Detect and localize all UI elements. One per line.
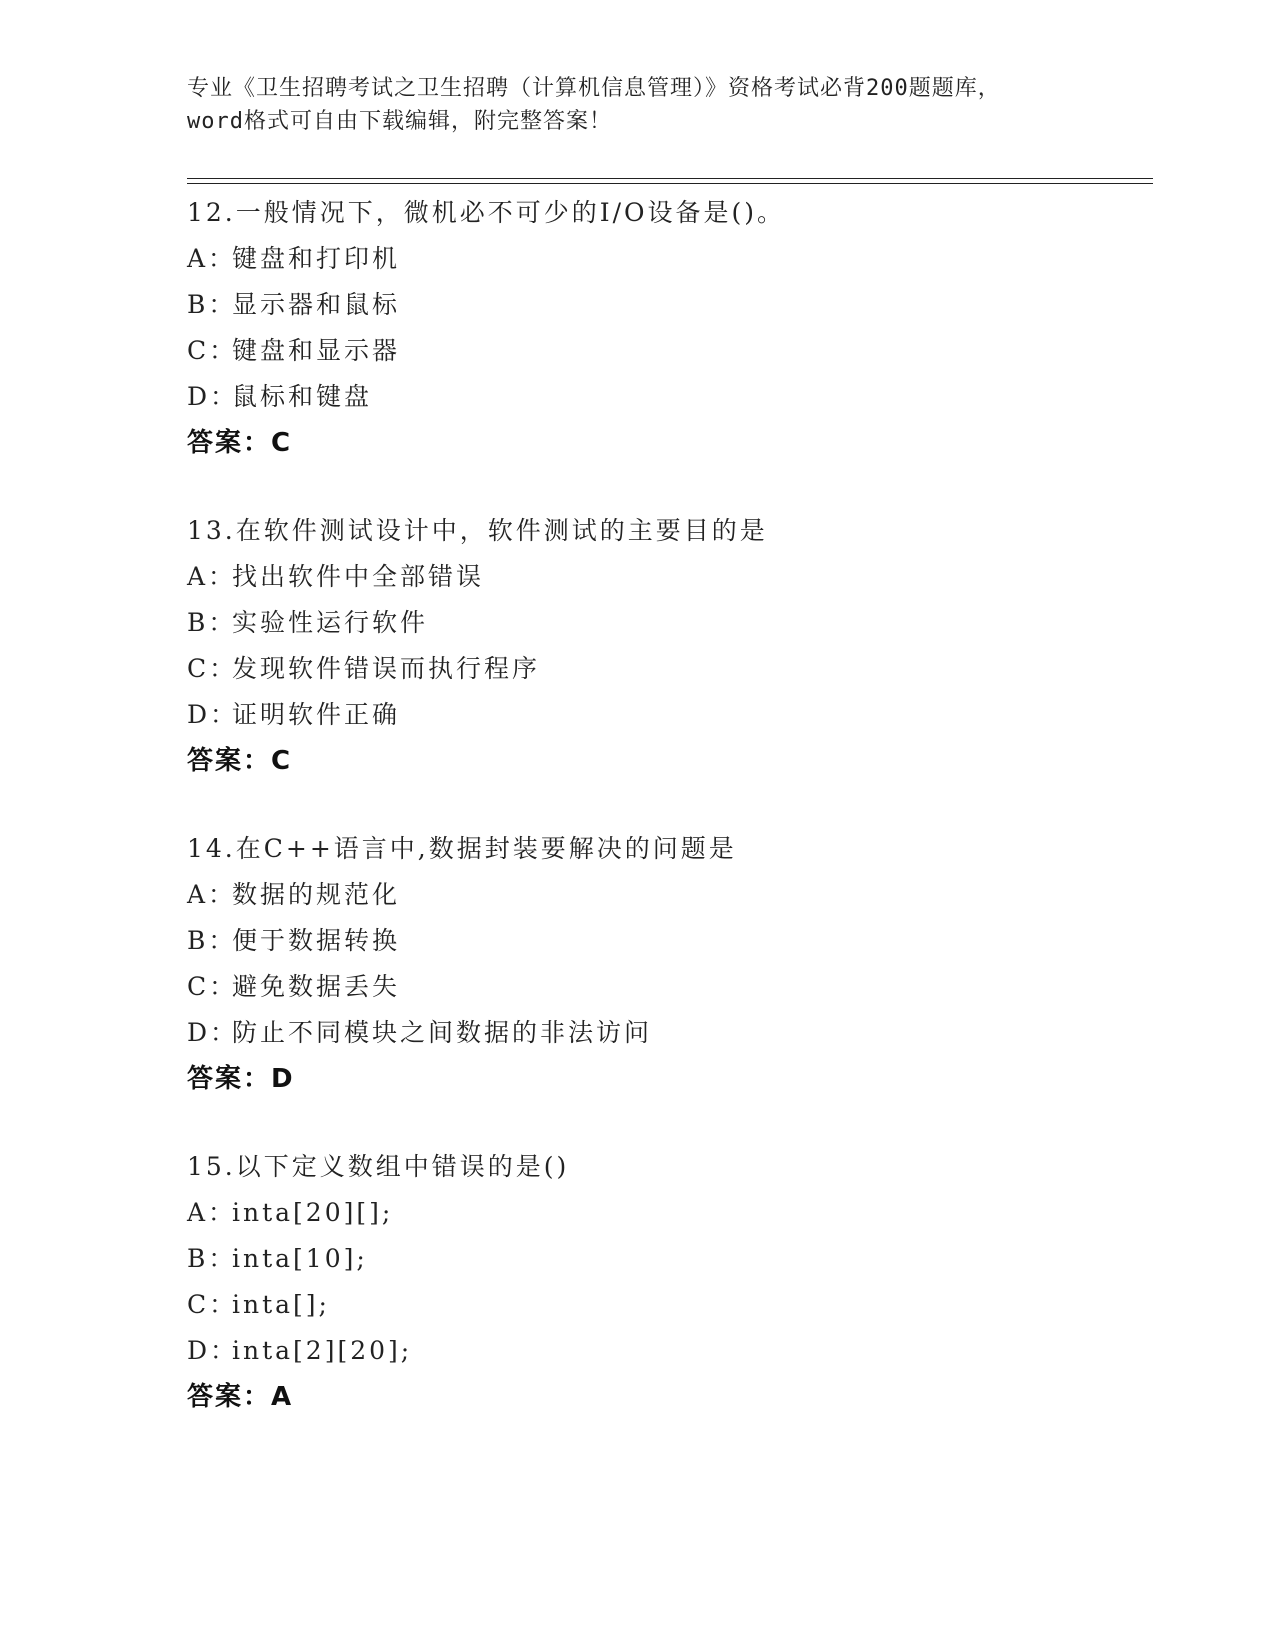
option-key: D： <box>187 382 239 411</box>
option-key: C： <box>187 336 238 365</box>
option-key: D： <box>187 700 239 729</box>
option-c <box>187 646 1147 692</box>
option-a <box>187 872 1147 918</box>
option-text: 实验性运行软件 <box>232 608 429 637</box>
option-text: 证明软件正确 <box>232 700 401 729</box>
option-a <box>187 554 1147 600</box>
option-text: 显示器和鼠标 <box>232 290 401 319</box>
option-text: 发现软件错误而执行程序 <box>232 654 541 683</box>
option-key: A： <box>187 880 237 909</box>
option-key: C： <box>187 1290 238 1319</box>
option-key: B： <box>187 1244 237 1273</box>
option-key: D： <box>187 1336 239 1365</box>
question-list <box>187 190 1147 1462</box>
question-stem: 13.在软件测试设计中，软件测试的主要目的是 <box>187 516 768 545</box>
document-header <box>187 72 1087 138</box>
option-text: 防止不同模块之间数据的非法访问 <box>232 1018 653 1047</box>
option-d <box>187 692 1147 738</box>
option-d <box>187 374 1147 420</box>
option-key: B： <box>187 290 237 319</box>
option-text: 找出软件中全部错误 <box>232 562 485 591</box>
option-key: D： <box>187 1018 239 1047</box>
option-text: 鼠标和键盘 <box>232 382 373 411</box>
option-d <box>187 1010 1147 1056</box>
option-c <box>187 964 1147 1010</box>
option-key: C： <box>187 972 238 1001</box>
header-divider-bottom <box>187 183 1153 184</box>
option-key: C： <box>187 654 238 683</box>
question-15 <box>187 1144 1147 1420</box>
option-text: inta[20][]; <box>232 1198 394 1227</box>
question-13 <box>187 508 1147 784</box>
option-c <box>187 328 1147 374</box>
question-stem: 15.以下定义数组中错误的是() <box>187 1152 570 1181</box>
option-text: 键盘和显示器 <box>232 336 401 365</box>
question-14 <box>187 826 1147 1102</box>
answer-label: 答案：C <box>187 428 293 458</box>
option-key: B： <box>187 926 237 955</box>
option-b <box>187 1236 1147 1282</box>
answer-label: 答案：C <box>187 746 293 776</box>
option-b <box>187 600 1147 646</box>
option-key: A： <box>187 244 237 273</box>
option-key: A： <box>187 562 237 591</box>
option-text: inta[]; <box>232 1290 330 1319</box>
option-text: inta[10]; <box>232 1244 368 1273</box>
answer-label: 答案：D <box>187 1064 295 1094</box>
header-divider-top <box>187 178 1153 179</box>
option-a <box>187 236 1147 282</box>
option-c <box>187 1282 1147 1328</box>
answer-label: 答案：A <box>187 1382 294 1412</box>
option-b <box>187 918 1147 964</box>
question-12 <box>187 190 1147 466</box>
option-text: 避免数据丢失 <box>232 972 401 1001</box>
option-a <box>187 1190 1147 1236</box>
question-stem: 14.在C++语言中,数据封装要解决的问题是 <box>187 834 737 863</box>
option-key: B： <box>187 608 237 637</box>
header-line-2: word格式可自由下载编辑，附完整答案！ <box>187 109 612 134</box>
option-text: inta[2][20]; <box>232 1336 413 1365</box>
question-stem: 12.一般情况下，微机必不可少的I/O设备是()。 <box>187 198 786 227</box>
option-d <box>187 1328 1147 1374</box>
option-text: 数据的规范化 <box>232 880 401 909</box>
option-text: 便于数据转换 <box>232 926 401 955</box>
option-b <box>187 282 1147 328</box>
option-text: 键盘和打印机 <box>232 244 401 273</box>
header-line-1: 专业《卫生招聘考试之卫生招聘（计算机信息管理）》资格考试必背200题题库， <box>187 76 1001 101</box>
option-key: A： <box>187 1198 237 1227</box>
